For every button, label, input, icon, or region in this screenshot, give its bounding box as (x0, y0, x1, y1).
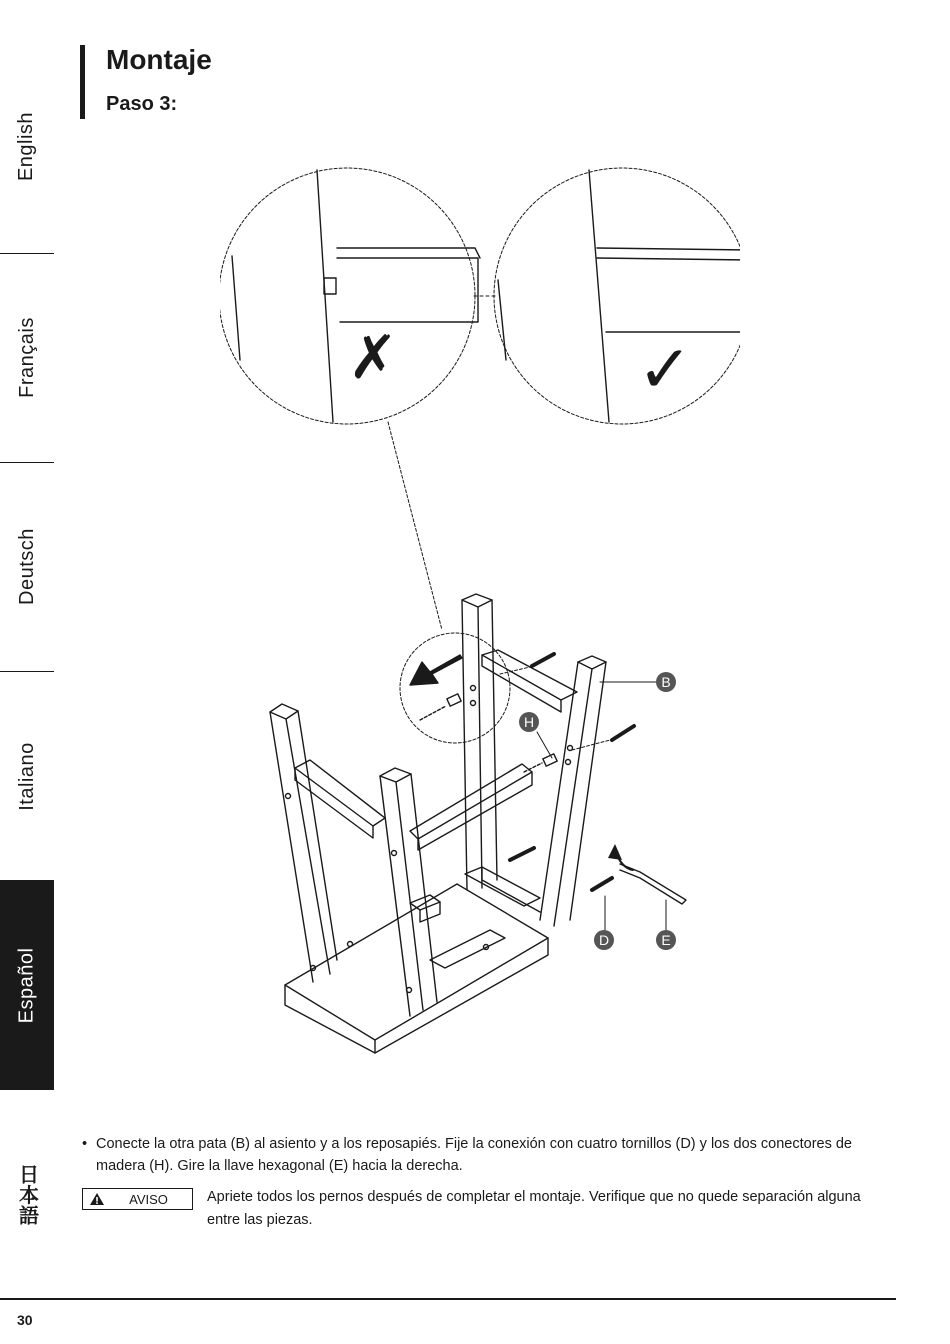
warning-text: Apriete todos los pernos después de completar el montaje. Verifique que no quede separación alguna entre las piezas. (207, 1189, 861, 1228)
lang-tab-japanese[interactable] (0, 1150, 54, 1240)
warning-icon (83, 1192, 111, 1206)
step-title: Paso 3: (106, 93, 178, 115)
title-accent-bar (80, 45, 85, 119)
lang-label: English (15, 111, 38, 181)
leg-front-left (380, 768, 437, 1016)
callout-e (656, 930, 676, 950)
leg-back-right (462, 594, 497, 890)
lang-tab-deutsch[interactable] (0, 463, 54, 670)
callout-b (656, 672, 676, 692)
bullet-icon: • (82, 1136, 88, 1152)
lang-label: Deutsch (15, 528, 38, 605)
hex-key-e (608, 844, 686, 904)
lang-label: Español (15, 947, 38, 1023)
warning-label: AVISO (129, 1191, 168, 1207)
lang-label: 日本語 (15, 1164, 38, 1226)
instruction-body: Conecte la otra pata (B) al asiento y a los reposapiés. Fije la conexión con cuatro tornillos (D) y los dos conectores de madera (H). Gire la llave hexagonal (E) hacia la derecha. (96, 1136, 852, 1174)
check-mark-icon: ✓ (637, 332, 693, 406)
callout-label: H (523, 714, 535, 730)
rail-lower (348, 867, 541, 968)
callout-label: B (661, 674, 671, 690)
callout-d (594, 930, 614, 950)
lang-tab-espanol[interactable] (0, 880, 54, 1090)
page-number: 30 (17, 1312, 33, 1328)
callout-h (519, 712, 539, 732)
leg-back-left (270, 704, 337, 982)
page-title: Montaje (106, 44, 212, 75)
wrong-mark-icon: ✗ (347, 324, 399, 391)
instruction-text (82, 1133, 882, 1177)
detail-correct (494, 168, 740, 424)
footer-divider (0, 1298, 896, 1300)
lang-tab-english[interactable] (0, 40, 54, 252)
lang-label: Italiano (15, 741, 38, 811)
detail-incorrect (220, 168, 480, 424)
assembly-illustration (220, 160, 740, 1060)
warning-badge (82, 1188, 193, 1210)
seat (285, 884, 548, 1053)
callout-label: E (661, 932, 671, 948)
direction-arrow-icon (410, 655, 462, 685)
lang-label: Français (15, 317, 38, 398)
callout-label: D (598, 932, 610, 948)
lang-tab-italiano[interactable] (0, 672, 54, 880)
lang-tab-francais[interactable] (0, 254, 54, 461)
dowels-h (420, 694, 557, 772)
